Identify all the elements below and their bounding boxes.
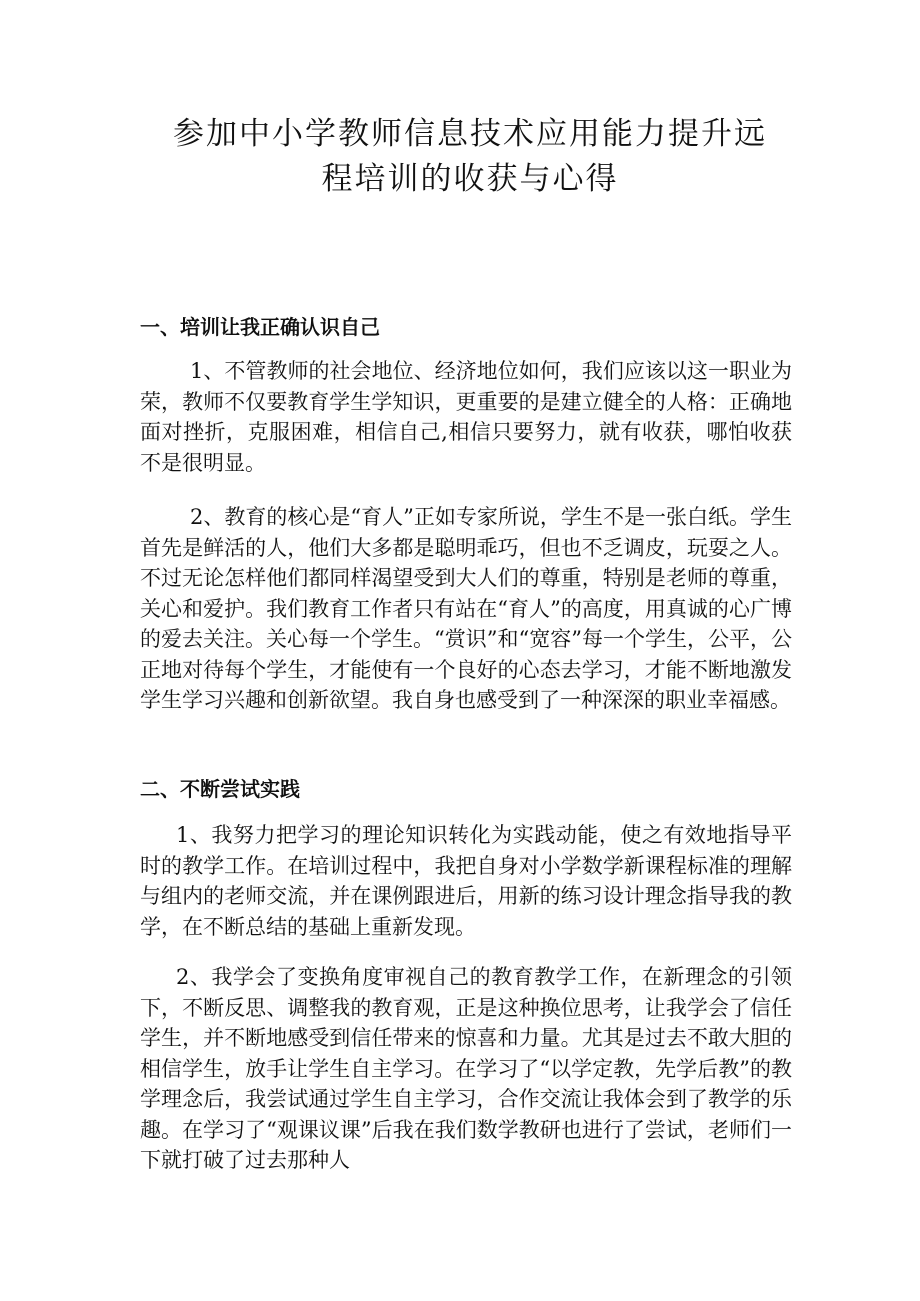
section-2-paragraph-2: 2、我学会了变换角度审视自己的教育教学工作，在新理念的引领下，不断反思、调整我的教育观，正是这种换位思考，让我学会了信任学生，并不断地感受到信任带来的惊喜和力量。尤其是过去不敢大胆的相信学生，放手让学生自主学习。在学习了“以学定教，先学后教”的教学理念后，我尝试通过学生自主学习，合作交流让我体会到了教学的乐趣。在学习了“观课议课”后我在我们数学教研也进行了尝试，老师们一下就打破了过去那种人 — [140, 965, 792, 1172]
title-line-1: 参加中小学教师信息技术应用能力提升远 — [173, 116, 767, 152]
document-title — [120, 112, 820, 202]
title-line-2: 程培训的收获与心得 — [321, 161, 619, 197]
section-1-heading: 一、培训让我正确认识自己 — [140, 315, 380, 339]
section-2-heading: 二、不断尝试实践 — [140, 777, 300, 801]
section-1-paragraph-2: 2、教育的核心是“育人”正如专家所说，学生不是一张白纸。学生首先是鲜活的人，他们大多都是聪明乖巧，但也不乏调皮，玩耍之人。不过无论怎样他们都同样渴望受到大人们的尊重，特别是老师的尊重，关心和爱护。我们教育工作者只有站在“育人”的高度，用真诚的心广博的爱去关注。关心每一个学生。“赏识”和“宽容”每一个学生，公平，公正地对待每个学生，才能使有一个良好的心态去学习，才能不断地激发学生学习兴趣和创新欲望。我自身也感受到了一种深深的职业幸福感。 — [140, 505, 792, 712]
section-2-paragraph-1: 1、我努力把学习的理论知识转化为实践动能，使之有效地指导平时的教学工作。在培训过程中，我把自身对小学数学新课程标准的理解与组内的老师交流，并在课例跟进后，用新的练习设计理念指导我的教学，在不断总结的基础上重新发现。 — [140, 823, 792, 939]
section-1-paragraph-1: 1、不管教师的社会地位、经济地位如何，我们应该以这一职业为荣，教师不仅要教育学生学知识，更重要的是建立健全的人格：正确地面对挫折，克服困难，相信自己,相信只要努力，就有收获，哪怕收获不是很明显。 — [140, 359, 792, 475]
